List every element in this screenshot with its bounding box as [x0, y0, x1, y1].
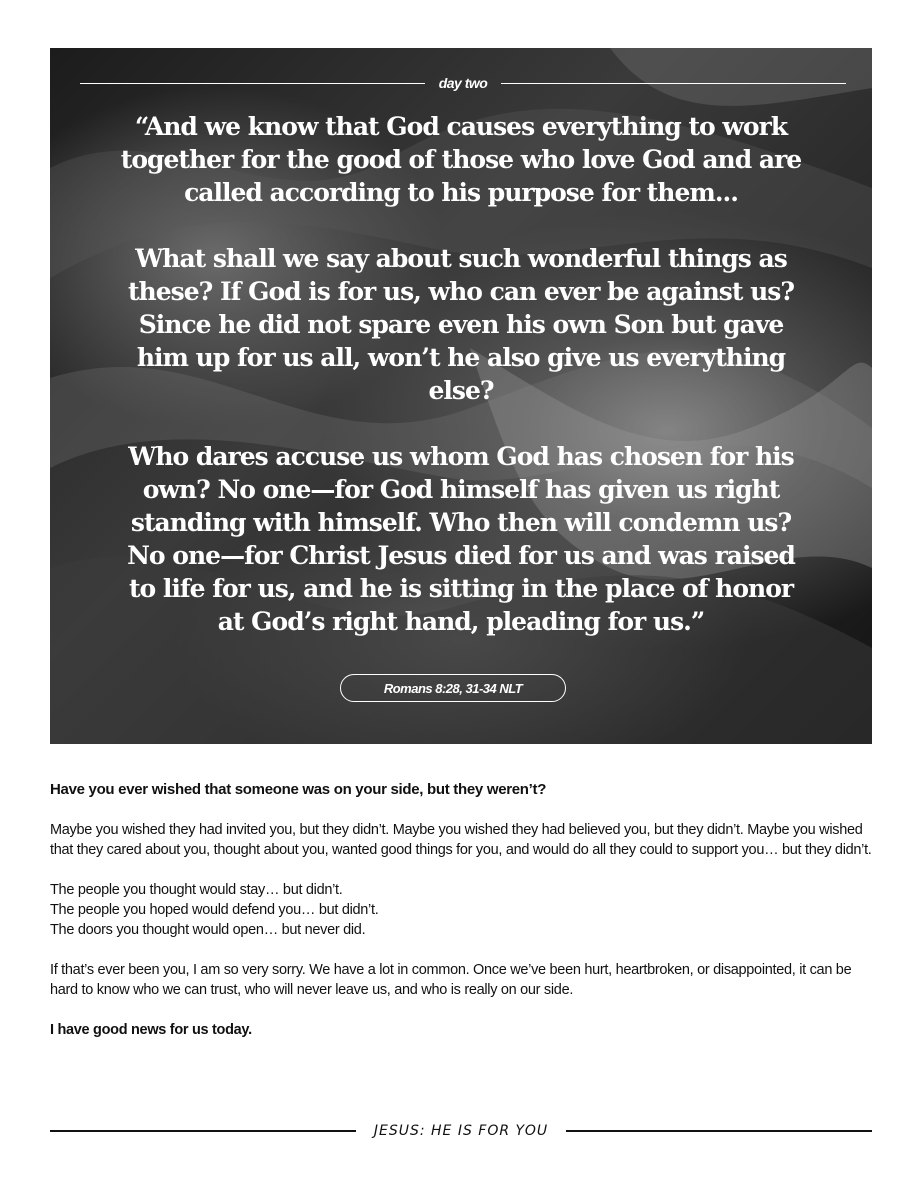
- scripture-reference-badge: Romans 8:28, 31-34 NLT: [340, 674, 566, 702]
- devotional-body: [50, 780, 872, 1040]
- day-label: day two: [438, 75, 488, 91]
- section-heading: Have you ever wished that someone was on your side, but they weren’t?: [50, 781, 547, 798]
- footer-title: JESUS: HE IS FOR YOU: [373, 1123, 549, 1139]
- divider-line-left: [80, 83, 425, 84]
- scripture-quote: [120, 110, 802, 638]
- quote-paragraph: Who dares accuse us whom God has chosen for his own? No one—for God himself has given us right standing with himself. Who then will condemn us? No one—for Christ Jesus died for us and was raised to life for us, and he is sitting in the place of honor at God’s right hand, pleading for us.”: [127, 442, 795, 636]
- body-line: The people you hoped would defend you… but didn’t.: [50, 902, 379, 918]
- quote-paragraph: What shall we say about such wonderful things as these? If God is for us, who can ever be against us? Since he did not spare even his own Son but gave him up for us all, won’t he also give us everything else?: [127, 244, 795, 405]
- body-paragraph: If that’s ever been you, I am so very sorry. We have a lot in common. Once we’ve been hurt, heartbroken, or disappointed, it can be hard to know who we can trust, who will never leave us, and who is really on our side.: [50, 962, 852, 998]
- body-line: The doors you thought would open… but never did.: [50, 922, 366, 938]
- divider-line-right: [501, 83, 846, 84]
- footer-rule-left: [50, 1130, 356, 1132]
- body-line: The people you thought would stay… but didn’t.: [50, 882, 343, 898]
- body-paragraph: Maybe you wished they had invited you, but they didn’t. Maybe you wished they had believed you, but they didn’t. Maybe you wished that they cared about you, thought about you, wanted good things for you, and would do all they could to support you… but they didn’t.: [50, 822, 872, 858]
- quote-paragraph: “And we know that God causes everything to work together for the good of those who love God and are called according to his purpose for them...: [120, 112, 802, 207]
- footer-rule-right: [566, 1130, 872, 1132]
- day-label-row: [80, 74, 846, 92]
- closing-line: I have good news for us today.: [50, 1022, 252, 1038]
- hero-banner: [50, 48, 872, 744]
- footer: [50, 1121, 872, 1141]
